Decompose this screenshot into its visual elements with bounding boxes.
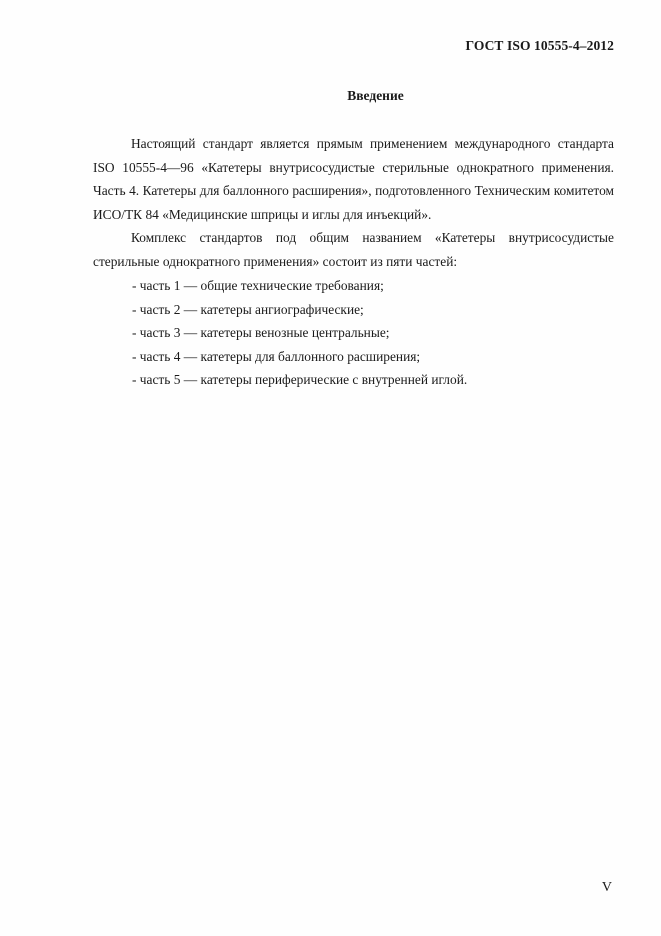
series-paragraph: Комплекс стандартов под общим названием «Катетеры внутрисосудистые стерильные однократного применения» состоит из пяти частей: bbox=[93, 230, 614, 269]
intro-paragraph: Настоящий стандарт является прямым применением международного стандарта ISO 10555-4—96 «Катетеры внутрисосудистые стерильные однократного применения. Часть 4. Катетеры для баллонного расширения», подготовленного Техническим комитетом ИСО/ТК 84 «Медицинские шприцы и иглы для инъекций». bbox=[93, 136, 614, 222]
document-code-header: ГОСТ ISO 10555-4–2012 bbox=[465, 38, 614, 53]
list-item: - часть 4 — катетеры для баллонного расширения; bbox=[132, 348, 421, 364]
list-item: - часть 5 — катетеры периферические с внутренней иглой. bbox=[132, 372, 468, 387]
list-item: - часть 2 — катетеры ангиографические; bbox=[132, 301, 364, 317]
parts-list bbox=[132, 274, 467, 392]
page-number: V bbox=[601, 880, 612, 895]
section-title: Введение bbox=[347, 88, 404, 103]
list-item: - часть 1 — общие технические требования; bbox=[132, 278, 384, 293]
list-item: - часть 3 — катетеры венозные центральные; bbox=[132, 325, 390, 340]
